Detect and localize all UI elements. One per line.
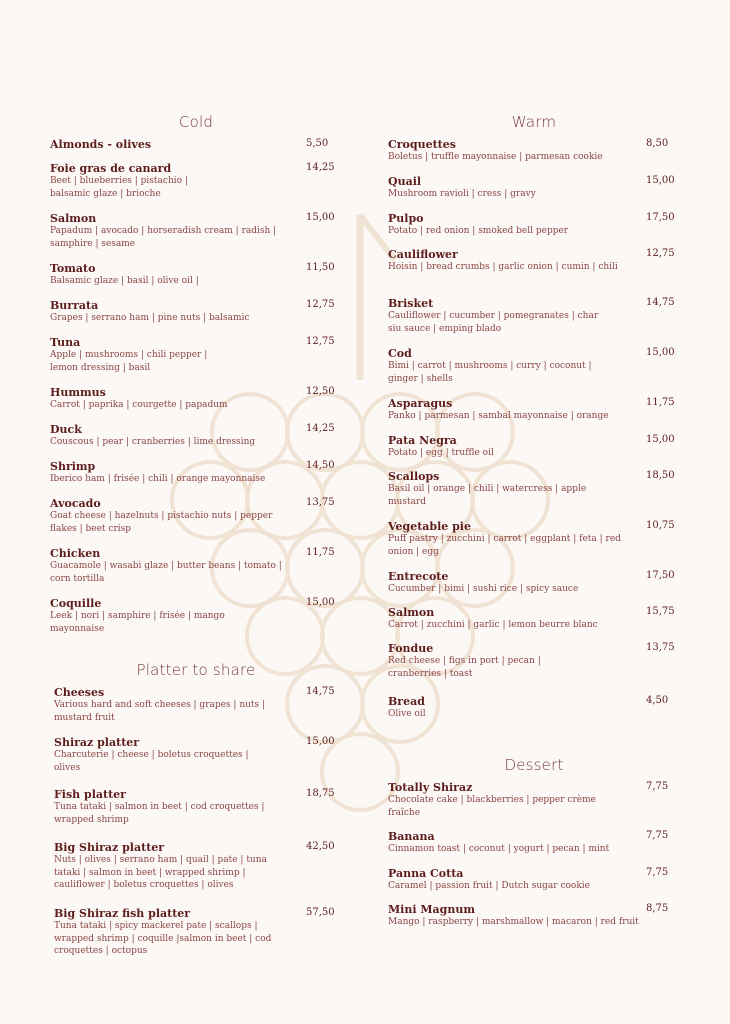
- section-title-platter: Platter to share: [136, 661, 256, 679]
- item-description: Various hard and soft cheeses | grapes | nuts | mustard fruit: [54, 700, 266, 723]
- item-price: 13,75: [646, 642, 675, 653]
- menu-item: [388, 347, 680, 385]
- item-price: 18,50: [646, 470, 675, 481]
- item-name: Pata Negra: [388, 434, 457, 447]
- item-name: Quail: [388, 175, 422, 188]
- menu-item: [388, 175, 680, 201]
- menu-item: [50, 162, 340, 200]
- item-name: Cod: [388, 347, 412, 360]
- menu-item: [388, 138, 680, 164]
- item-name: Vegetable pie: [388, 520, 471, 533]
- menu-item: [388, 570, 680, 596]
- item-name: Avocado: [50, 497, 101, 510]
- item-description: Balsamic glaze | basil | olive oil |: [50, 276, 199, 286]
- menu-item: [388, 397, 680, 423]
- item-price: 15,00: [306, 212, 335, 223]
- item-description: Red cheese | figs in port | pecan | cranberries | toast: [388, 656, 541, 679]
- menu-item: [388, 212, 680, 238]
- item-price: 4,50: [646, 695, 669, 706]
- item-description: Cucumber | bimi | sushi rice | spicy sauce: [388, 584, 579, 594]
- item-description: Apple | mushrooms | chili pepper | lemon dressing | basil: [50, 350, 208, 373]
- item-name: Chicken: [50, 547, 101, 560]
- item-description: Tuna tataki | spicy mackerel pate | scallops | wrapped shrimp | coquille |salmon in beet | cod croquettes | octopus: [54, 921, 272, 956]
- menu-item: [388, 248, 680, 274]
- item-description: Couscous | pear | cranberries | lime dressing: [50, 437, 256, 447]
- menu-item: [50, 423, 340, 449]
- menu-item: [50, 212, 340, 250]
- item-name: Salmon: [388, 606, 435, 619]
- item-description: Iberico ham | frisée | chili | orange mayonnaise: [50, 474, 266, 484]
- item-price: 13,75: [306, 497, 335, 508]
- item-name: Entrecote: [388, 570, 449, 583]
- item-price: 14,75: [646, 297, 675, 308]
- item-description: Hoisin | bread crumbs | garlic onion | cumin | chili: [388, 262, 618, 272]
- item-name: Brisket: [388, 297, 434, 310]
- item-description: Leek | nori | samphire | frisée | mango mayonnaise: [50, 611, 225, 634]
- item-price: 7,75: [646, 830, 669, 841]
- item-description: Panko | parmesan | sambal mayonnaise | orange: [388, 411, 609, 421]
- item-description: Puff pastry | zucchini | carrot | eggplant | feta | red onion | egg: [388, 534, 621, 557]
- menu-item: [50, 497, 340, 535]
- item-description: Cauliflower | cucumber | pomegranates | char siu sauce | emping blado: [388, 311, 599, 334]
- menu-item: [50, 460, 340, 486]
- item-description: Charcuterie | cheese | boletus croquettes | olives: [54, 750, 249, 773]
- menu-item: [50, 336, 340, 374]
- item-name: Hummus: [50, 386, 106, 399]
- item-description: Tuna tataki | salmon in beet | cod croquettes | wrapped shrimp: [54, 802, 265, 825]
- item-price: 8,50: [646, 138, 669, 149]
- menu-item: [388, 297, 680, 335]
- item-price: 42,50: [306, 841, 335, 852]
- menu-item: [388, 903, 680, 929]
- item-price: 11,75: [306, 547, 335, 558]
- menu-item: [54, 686, 344, 724]
- item-name: Banana: [388, 830, 435, 843]
- menu-item: [388, 781, 680, 819]
- menu-item: [388, 434, 680, 460]
- item-name: Burrata: [50, 299, 99, 312]
- menu-item: [50, 299, 340, 325]
- menu-item: [388, 642, 680, 680]
- menu-item: [50, 597, 340, 635]
- item-name: Almonds - olives: [50, 138, 152, 151]
- item-description: Mango | raspberry | marshmallow | macaron | red fruit: [388, 917, 639, 927]
- item-description: Cinnamon toast | coconut | yogurt | pecan | mint: [388, 844, 610, 854]
- item-description: Papadum | avocado | horseradish cream | radish | samphire | sesame: [50, 226, 277, 249]
- section-title-warm: Warm: [511, 113, 557, 131]
- item-name: Foie gras de canard: [50, 162, 172, 175]
- item-description: Boletus | truffle mayonnaise | parmesan cookie: [388, 152, 603, 162]
- item-description: Chocolate cake | blackberries | pepper crème fraîche: [388, 795, 596, 818]
- item-description: Carrot | zucchini | garlic | lemon beurre blanc: [388, 620, 598, 630]
- menu-item: [54, 907, 344, 958]
- item-name: Fish platter: [54, 788, 126, 801]
- item-description: Nuts | olives | serrano ham | quail | pate | tuna tataki | salmon in beet | wrapped shrimp | cauliflower | boletus croquettes | olives: [54, 855, 267, 890]
- menu-item: [50, 138, 340, 151]
- item-price: 17,50: [646, 212, 675, 223]
- section-title-cold: Cold: [178, 113, 214, 131]
- item-description: Carrot | paprika | courgette | papadum: [50, 400, 228, 410]
- item-name: Pulpo: [388, 212, 424, 225]
- item-name: Cheeses: [54, 686, 105, 699]
- item-description: Beet | blueberries | pistachio | balsamic glaze | brioche: [50, 176, 188, 199]
- menu-item: [50, 386, 340, 412]
- menu-item: [388, 470, 680, 508]
- item-price: 17,50: [646, 570, 675, 581]
- item-price: 57,50: [306, 907, 335, 918]
- item-name: Tuna: [50, 336, 81, 349]
- item-name: Coquille: [50, 597, 102, 610]
- item-price: 11,75: [646, 397, 675, 408]
- item-description: Potato | egg | truffle oil: [388, 448, 494, 458]
- item-price: 10,75: [646, 520, 675, 531]
- item-name: Panna Cotta: [388, 867, 464, 880]
- item-price: 15,00: [646, 434, 675, 445]
- item-price: 15,00: [306, 736, 335, 747]
- item-description: Potato | red onion | smoked bell pepper: [388, 226, 569, 236]
- item-price: 15,75: [646, 606, 675, 617]
- item-price: 12,75: [306, 336, 335, 347]
- item-name: Cauliflower: [388, 248, 458, 261]
- item-description: Goat cheese | hazelnuts | pistachio nuts | pepper flakes | beet crisp: [50, 511, 273, 534]
- menu-item: [388, 830, 680, 856]
- item-name: Scallops: [388, 470, 440, 483]
- item-description: Guacamole | wasabi glaze | butter beans | tomato | corn tortilla: [50, 561, 282, 584]
- item-description: Basil oil | orange | chili | watercress | apple mustard: [388, 484, 587, 507]
- item-price: 14,25: [306, 423, 335, 434]
- item-price: 15,00: [646, 347, 675, 358]
- item-description: Mushroom ravioli | cress | gravy: [388, 189, 536, 199]
- item-name: Big Shiraz fish platter: [54, 907, 191, 920]
- menu-item: [388, 695, 680, 721]
- item-name: Shrimp: [50, 460, 96, 473]
- item-description: Olive oil: [388, 709, 426, 719]
- item-name: Mini Magnum: [388, 903, 475, 916]
- item-price: 12,50: [306, 386, 335, 397]
- item-name: Bread: [388, 695, 425, 708]
- item-description: Caramel | passion fruit | Dutch sugar cookie: [388, 881, 590, 891]
- menu-item: [50, 547, 340, 585]
- item-price: 14,25: [306, 162, 335, 173]
- item-description: Bimi | carrot | mushrooms | curry | coconut | ginger | shells: [388, 361, 592, 384]
- menu-item: [388, 606, 680, 632]
- item-name: Duck: [50, 423, 82, 436]
- item-price: 14,75: [306, 686, 335, 697]
- item-name: Salmon: [50, 212, 97, 225]
- menu-item: [54, 841, 344, 892]
- item-price: 15,00: [306, 597, 335, 608]
- item-price: 15,00: [646, 175, 675, 186]
- item-price: 11,50: [306, 262, 335, 273]
- menu-item: [54, 736, 344, 774]
- menu-item: [50, 262, 340, 288]
- item-name: Big Shiraz platter: [54, 841, 165, 854]
- item-price: 5,50: [306, 138, 329, 149]
- item-price: 18,75: [306, 788, 335, 799]
- item-name: Tomato: [50, 262, 96, 275]
- item-price: 14,50: [306, 460, 335, 471]
- item-description: Grapes | serrano ham | pine nuts | balsamic: [50, 313, 250, 323]
- item-name: Fondue: [388, 642, 434, 655]
- item-name: Shiraz platter: [54, 736, 140, 749]
- menu-item: [388, 520, 680, 558]
- item-price: 8,75: [646, 903, 669, 914]
- item-price: 7,75: [646, 867, 669, 878]
- section-title-dessert: Dessert: [504, 756, 564, 774]
- item-price: 12,75: [646, 248, 675, 259]
- item-name: Totally Shiraz: [388, 781, 473, 794]
- menu-item: [54, 788, 344, 826]
- item-name: Croquettes: [388, 138, 456, 151]
- menu-item: [388, 867, 680, 893]
- item-name: Asparagus: [388, 397, 453, 410]
- item-price: 12,75: [306, 299, 335, 310]
- item-price: 7,75: [646, 781, 669, 792]
